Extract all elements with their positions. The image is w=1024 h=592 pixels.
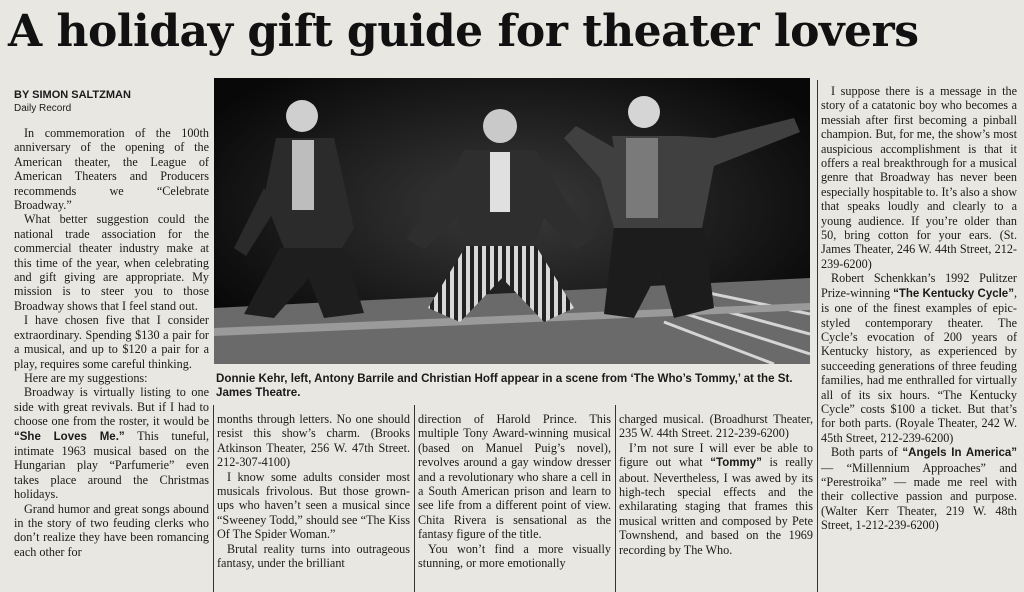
paragraph: You won’t find a more visually stunning, or more emotionally bbox=[418, 541, 611, 571]
author-name bbox=[14, 89, 209, 102]
show-title: “Angels In America” bbox=[902, 447, 1017, 460]
byline bbox=[14, 89, 209, 115]
paragraph: I suppose there is a message in the story of a catatonic boy who becomes a messiah after first becoming a pinball champion. But, for me, the show’s most auspicious accomplishment is that it offers a real breakthrough for a musical genre that Broadway has never been especially hospitable to. It’s also a show that speaks loudly and clearly to a young audience. If you’re older than 50, bring cotton for your ears. (St. James Theater, 246 W. 44th Street, 212-239-6200) bbox=[821, 84, 1017, 271]
production-photo bbox=[214, 78, 810, 364]
paragraph: I’m not sure I will ever be able to figure out what “Tommy” is really about. Nevertheless, I was awed by its high-tech special effects and the exhilarating staging that frames this musical written and composed by Pete Townshend, and based on the 1969 recording by The Who. bbox=[619, 440, 813, 557]
paragraph: Both parts of “Angels In America” — “Millennium Approaches” and “Perestroika” — made me reel with their collective passion and purpose. (Walter Kerr Theater, 219 W. 48th Street, 1-212-239-6200) bbox=[821, 445, 1017, 533]
paragraph: months through letters. No one should resist this show’s charm. (Brooks Atkinson Theater, 256 W. 47th Street. 212-307-4100) bbox=[217, 412, 410, 470]
paragraph: Here are my suggestions: bbox=[24, 370, 148, 385]
column-divider bbox=[817, 80, 818, 592]
article-column-1 bbox=[14, 126, 209, 559]
article-column-2 bbox=[217, 412, 410, 570]
article-column-4 bbox=[619, 412, 813, 557]
paragraph: What better suggestion could the national trade association for the commercial theater industry make at this time of the year, when celebrating and gift giving are appropriate. My mission is to steer you to those Broadway shows that I feel stand out. bbox=[14, 212, 209, 313]
article-column-3 bbox=[418, 412, 611, 570]
paragraph: direction of Harold Prince. This multiple Tony Award-winning musical (based on Manuel Puig’s novel), revolves around a gay window dresser and a revolutionary who share a cell in a South American prison and learn to see life from a different point of view. Chita Rivera is sensational as the fantasy figure of the title. bbox=[418, 412, 611, 542]
show-title: “The Kentucky Cycle” bbox=[893, 287, 1014, 300]
paragraph: Grand humor and great songs abound in the story of two feuding clerks who don’t realize they have been romancing each other for bbox=[14, 501, 209, 559]
paragraph: I have chosen five that I consider extraordinary. Spending $130 a pair for a musical, and up to $120 a pair for a play, requires some careful thinking. bbox=[14, 313, 209, 371]
paragraph: Broadway is virtually listing to one side with great revivals. But if I had to choose one from the roster, it would be “She Loves Me.” This tuneful, intimate 1963 musical based on the Hungarian play “Parfumerie” even takes place around the Christmas holidays. bbox=[14, 385, 209, 502]
photo-illustration bbox=[214, 78, 810, 364]
byline-author: SIMON SALTZMAN bbox=[32, 89, 131, 101]
byline-prefix: BY bbox=[14, 89, 33, 101]
paragraph: Robert Schenkkan’s 1992 Pulitzer Prize-winning “The Kentucky Cycle”, is one of the finest examples of epic-styled contemporary theater. The Cycle’s evocation of 200 years of Kentucky history, as experienced by succeeding generations of three feuding families, had me enthralled for virtually all of its six hours. “The Kentucky Cycle” costs $100 a ticket. But that’s for both parts. (Royale Theater, 242 W. 45th Street, 212-239-6200) bbox=[821, 271, 1017, 445]
show-title: “Tommy” bbox=[710, 457, 762, 470]
paragraph: In commemoration of the 100th anniversary of the opening of the American theater, the League of American Theaters and Producers recommends we “Celebrate Broadway.” bbox=[14, 126, 209, 213]
headline: A holiday gift guide for theater lovers bbox=[8, 6, 919, 57]
paragraph: I know some adults consider most musicals frivolous. But those grown-ups who haven’t seen a musical since “Sweeney Todd,” should see “The Kiss Of The Spider Woman.” bbox=[217, 469, 410, 542]
paragraph: charged musical. (Broadhurst Theater, 235 W. 44th Street. 212-239-6200) bbox=[619, 412, 813, 441]
article-column-5 bbox=[821, 84, 1017, 533]
show-title: “She Loves Me.” bbox=[14, 430, 125, 443]
column-divider bbox=[213, 405, 214, 592]
column-divider bbox=[414, 405, 415, 592]
column-divider bbox=[615, 405, 616, 592]
photo-caption: Donnie Kehr, left, Antony Barrile and Christian Hoff appear in a scene from ‘The Who’s Tommy,’ at the St. James Theatre. bbox=[216, 372, 793, 399]
publication-name: Daily Record bbox=[14, 103, 72, 114]
paragraph: Brutal reality turns into outrageous fantasy, under the brilliant bbox=[217, 541, 410, 571]
